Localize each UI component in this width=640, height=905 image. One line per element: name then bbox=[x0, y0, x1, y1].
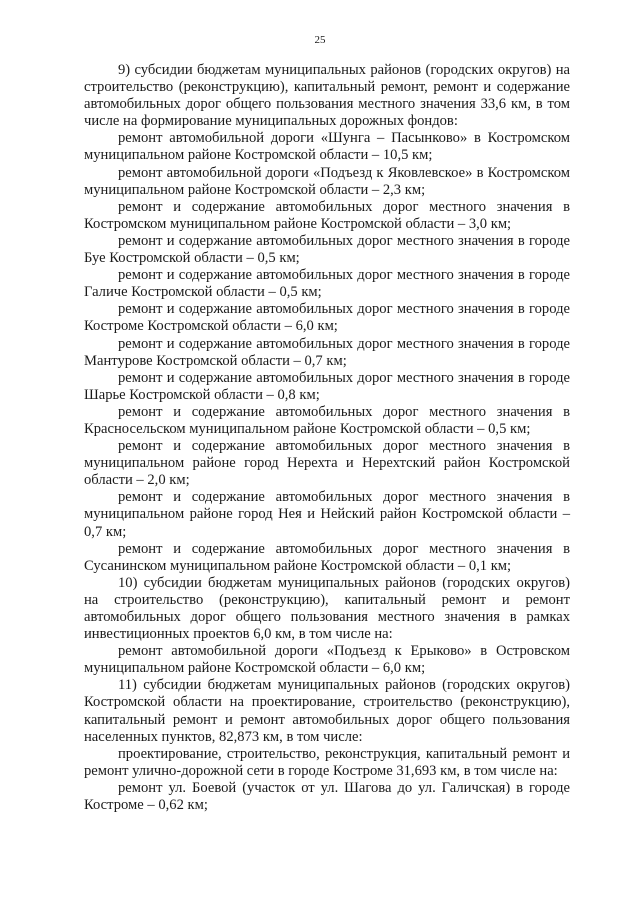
paragraph-galich: ремонт и содержание автомобильных дорог местного значения в городе Галиче Костромской области – 0,5 км; bbox=[84, 267, 570, 301]
paragraph-item-11: 11) субсидии бюджетам муниципальных районов (городских округов) Костромской области на проектирование, строительство (реконструкцию), капитальный ремонт и ремонт автомобильных дорог общего пользования населенных пунктов, 82,873 км, в том числе: bbox=[84, 677, 570, 745]
paragraph-nerekhta: ремонт и содержание автомобильных дорог местного значения в муниципальном районе город Нерехта и Нерехтский район Костромской области – 2,0 км; bbox=[84, 438, 570, 489]
paragraph-kostroma-district: ремонт и содержание автомобильных дорог местного значения в Костромском муниципальном районе Костромской области – 3,0 км; bbox=[84, 198, 570, 232]
paragraph-sharya: ремонт и содержание автомобильных дорог местного значения в городе Шарье Костромской области – 0,8 км; bbox=[84, 369, 570, 403]
paragraph-item-9: 9) субсидии бюджетам муниципальных районов (городских округов) на строительство (реконструкцию), капитальный ремонт, ремонт и содержание автомобильных дорог общего пользования местного значения 33,6 км, в том числе на формирование муниципальных дорожных фондов: bbox=[84, 62, 570, 130]
paragraph-kostroma-street-network: проектирование, строительство, реконструкция, капитальный ремонт и ремонт улично-дорожной сети в городе Костроме 31,693 км, в том числе на: bbox=[84, 745, 570, 779]
paragraph-road-shunga-pasynkovo: ремонт автомобильной дороги «Шунга – Пасынково» в Костромском муниципальном районе Костромской области – 10,5 км; bbox=[84, 130, 570, 164]
page-number: 25 bbox=[314, 34, 326, 46]
document-body bbox=[84, 62, 570, 814]
paragraph-krasnoe: ремонт и содержание автомобильных дорог местного значения в Красносельском муниципальном районе Костромской области – 0,5 км; bbox=[84, 403, 570, 437]
paragraph-kostroma-city: ремонт и содержание автомобильных дорог местного значения в городе Костроме Костромской области – 6,0 км; bbox=[84, 301, 570, 335]
paragraph-road-erykovo: ремонт автомобильной дороги «Подъезд к Ерыково» в Островском муниципальном районе Костромской области – 6,0 км; bbox=[84, 643, 570, 677]
paragraph-manturovo: ремонт и содержание автомобильных дорог местного значения в городе Мантурове Костромской области – 0,7 км; bbox=[84, 335, 570, 369]
paragraph-bui: ремонт и содержание автомобильных дорог местного значения в городе Буе Костромской области – 0,5 км; bbox=[84, 232, 570, 267]
paragraph-road-yakovlevskoe: ремонт автомобильной дороги «Подъезд к Яковлевское» в Костромском муниципальном районе Костромской области – 2,3 км; bbox=[84, 164, 570, 198]
paragraph-neya: ремонт и содержание автомобильных дорог местного значения в муниципальном районе город Нея и Нейский район Костромской области – 0,7 км; bbox=[84, 489, 570, 540]
paragraph-item-10: 10) субсидии бюджетам муниципальных районов (городских округов) на строительство (реконструкцию), капитальный ремонт и ремонт автомобильных дорог общего пользования местного значения в рамках инвестиционных проектов 6,0 км, в том числе на: bbox=[84, 574, 570, 643]
paragraph-boevaya-street: ремонт ул. Боевой (участок от ул. Шагова до ул. Галичская) в городе Костроме – 0,62 км; bbox=[84, 779, 570, 814]
paragraph-susanino: ремонт и содержание автомобильных дорог местного значения в Сусанинском муниципальном районе Костромской области – 0,1 км; bbox=[84, 540, 570, 574]
